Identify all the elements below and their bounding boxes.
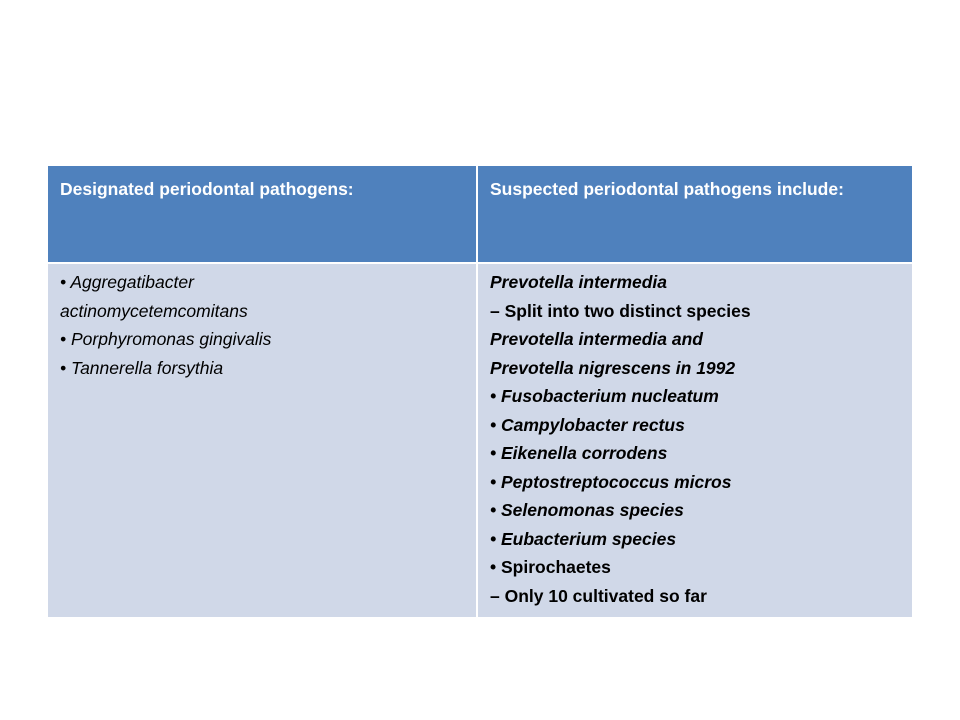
table-body-row [48,264,912,617]
list-item: • Campylobacter rectus [490,414,685,435]
designated-pathogens-list [48,264,476,617]
list-item: Prevotella intermedia [490,272,668,292]
list-item: • Fusobacterium nucleatum [490,386,719,406]
pathogens-table [48,166,912,617]
list-item: – Only 10 cultivated so far [490,585,707,606]
list-item: • Selenomonas species [490,500,684,520]
list-item: • Eubacterium species [490,528,677,549]
list-item: Prevotella nigrescens in 1992 [490,357,736,378]
list-item: • Spirochaetes [490,557,611,577]
list-item: • Eikenella corrodens [490,443,668,463]
header-designated-pathogens: Designated periodontal pathogens: [48,166,476,262]
list-item: • Tannerella forsythia [60,357,224,378]
list-item: Prevotella intermedia and [490,329,703,349]
table-header-row [48,166,912,262]
list-item: actinomycetemcomitans [60,300,248,321]
list-item: – Split into two distinct species [490,300,751,321]
suspected-pathogens-list [478,264,912,617]
list-item: • Aggregatibacter [60,272,194,292]
header-suspected-pathogens: Suspected periodontal pathogens include: [478,166,912,262]
list-item: • Porphyromonas gingivalis [60,329,272,349]
list-item: • Peptostreptococcus micros [490,471,732,492]
